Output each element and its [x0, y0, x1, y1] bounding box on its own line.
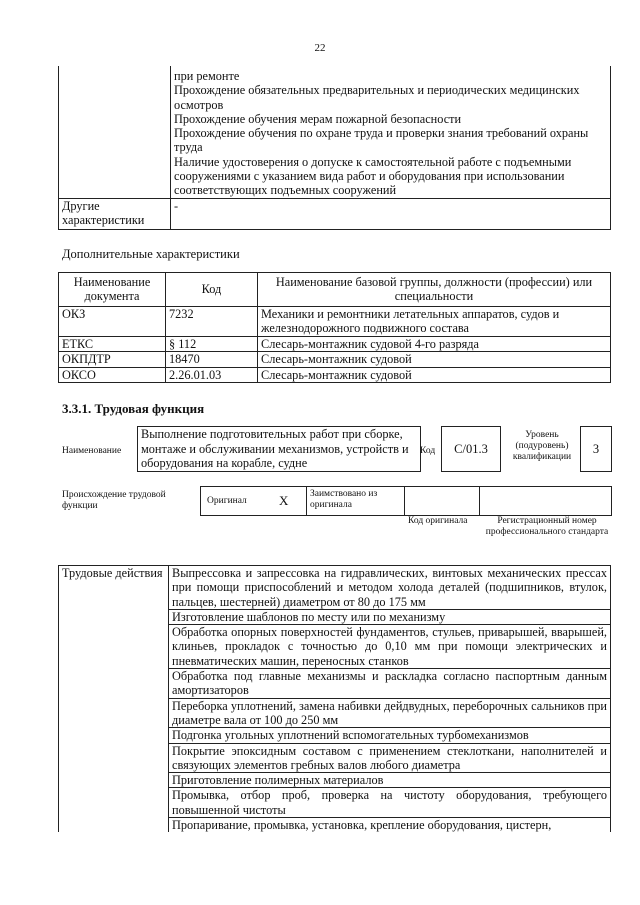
table-header-row	[59, 273, 611, 307]
function-name: Выполнение подготовительных работ при сборке, монтаже и обслуживании механизмов, устройств и оборудования на корабле, судне	[137, 426, 421, 472]
action-item: Пропаривание, промывка, установка, крепление оборудования, цистерн,	[169, 818, 611, 833]
table-row	[59, 306, 611, 336]
row-label: Другие характеристики	[59, 198, 171, 229]
cell: 18470	[166, 352, 258, 368]
requirement-line: Наличие удостоверения о допуске к самостоятельной работе с подъемными сооружениями с указанием вида работ и оборудования при использовании соответствующих подъемных сооружений	[174, 154, 572, 198]
level-value: 3	[580, 426, 612, 472]
labor-actions-table	[58, 565, 611, 832]
name-label: Наименование	[62, 446, 122, 456]
cell: ЕТКС	[59, 336, 166, 352]
function-code: C/01.3	[441, 426, 501, 472]
borrowed-cell	[305, 486, 405, 516]
original-cell	[200, 486, 307, 516]
requirement-line: при ремонте	[174, 69, 240, 83]
reg-number-cell	[479, 486, 612, 516]
section-title: Дополнительные характеристики	[62, 247, 240, 261]
cell: ОКПДТР	[59, 352, 166, 368]
additional-table	[58, 272, 611, 383]
row-value: -	[171, 198, 611, 229]
cell: Механики и ремонтники летательных аппаратов, судов и железнодорожного подвижного состава	[258, 306, 611, 336]
cell: ОКЗ	[59, 306, 166, 336]
action-item: Переборка уплотнений, замена набивки дейдвудных, переборочных сальников при диаметре вала от 100 до 250 мм	[169, 698, 611, 728]
cell: Слесарь-монтажник судовой	[258, 367, 611, 383]
row-value	[171, 66, 611, 198]
table-row	[59, 66, 611, 198]
table-row	[59, 336, 611, 352]
code-original-cell	[404, 486, 480, 516]
original-label: Оригинал	[207, 496, 247, 506]
action-item: Изготовление шаблонов по месту или по механизму	[169, 609, 611, 624]
action-item: Обработка опорных поверхностей фундаментов, стульев, приварышей, вварышей, клиньев, прокладок с точностью до 0,10 мм при помощи электрических и пневматических машин, переносных станков	[169, 625, 611, 669]
table-row	[59, 367, 611, 383]
reg-number-label: Регистрационный номер профессионального стандарта	[485, 516, 609, 537]
action-item: Промывка, отбор проб, проверка на чистоту оборудования, требующего повышенной чистоты	[169, 788, 611, 818]
cell: 2.26.01.03	[166, 367, 258, 383]
column-header: Наименование документа	[59, 273, 166, 307]
cell: Слесарь-монтажник судовой 4-го разряда	[258, 336, 611, 352]
actions-label: Трудовые действия	[59, 566, 169, 833]
cell: § 112	[166, 336, 258, 352]
cell: Слесарь-монтажник судовой	[258, 352, 611, 368]
code-label: Код	[420, 446, 436, 456]
page-number: 22	[314, 42, 326, 54]
borrowed-label: Заимствовано из оригинала	[310, 489, 378, 510]
action-item: Подгонка угольных уплотнений вспомогательных турбомеханизмов	[169, 728, 611, 743]
original-mark: X	[279, 493, 289, 508]
table-row	[59, 566, 611, 610]
row-label	[59, 66, 171, 198]
code-original-label: Код оригинала	[408, 516, 468, 526]
action-item: Приготовление полимерных материалов	[169, 773, 611, 788]
table-row	[59, 352, 611, 368]
requirement-line: Прохождение обязательных предварительных и периодических медицинских осмотров	[174, 83, 580, 112]
requirement-line: Прохождение обучения мерам пожарной безопасности	[174, 111, 462, 126]
requirement-line: Прохождение обучения по охране труда и проверки знания требований охраны труда	[174, 126, 589, 155]
level-label: Уровень (подуровень) квалификации	[512, 430, 572, 462]
action-item: Обработка под главные механизмы и раскладка согласно паспортным данным амортизаторов	[169, 669, 611, 699]
function-heading: 3.3.1. Трудовая функция	[62, 401, 205, 416]
action-item: Покрытие эпоксидным составом с применением стеклоткани, наполнителей и связующих элементов гребных валов любого диаметра	[169, 743, 611, 773]
column-header: Наименование базовой группы, должности (профессии) или специальности	[258, 273, 611, 307]
origin-label: Происхождение трудовой функции	[62, 490, 166, 511]
column-header: Код	[166, 273, 258, 307]
cell: ОКСО	[59, 367, 166, 383]
requirements-table	[58, 66, 611, 230]
cell: 7232	[166, 306, 258, 336]
action-item: Выпрессовка и запрессовка на гидравлических, винтовых механических прессах при помощи приспособлений и методом холода деталей (подшипников, втулок, пальцев, шестерней) диаметром от 80 до 175 мм	[169, 566, 611, 610]
table-row	[59, 198, 611, 229]
